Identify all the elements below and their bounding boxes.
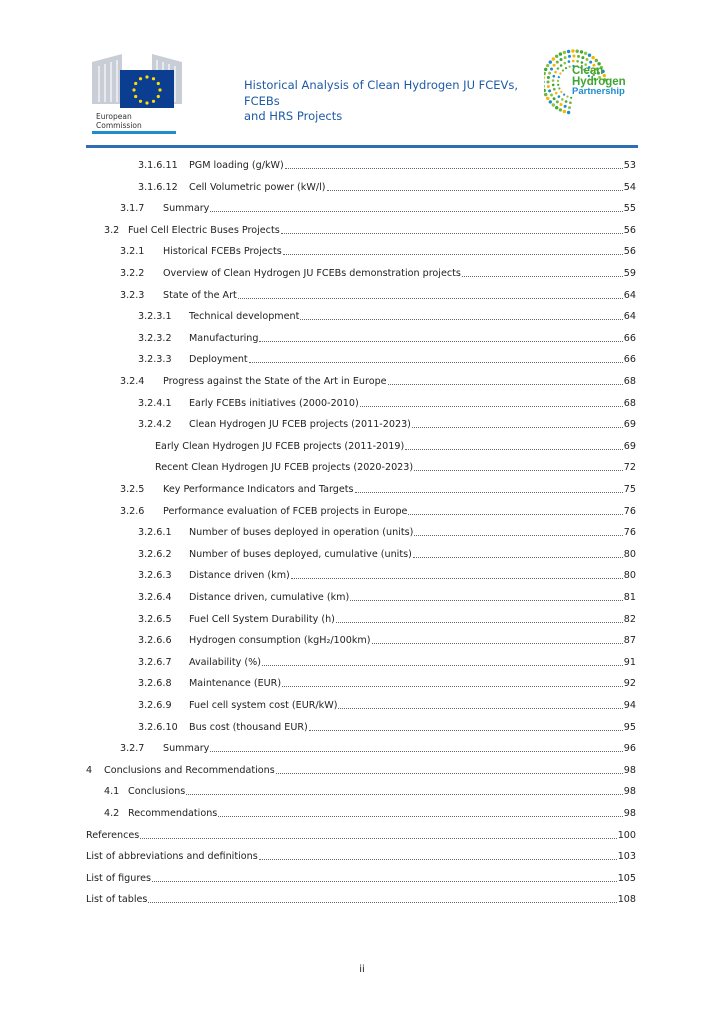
toc-entry-number: 3.2.3.3 <box>138 354 172 366</box>
logo-dot <box>552 79 555 82</box>
logo-dot <box>567 50 570 53</box>
logo-dot <box>556 61 559 64</box>
toc-entry[interactable] <box>138 633 636 647</box>
toc-entry-title: Deployment <box>189 354 248 366</box>
logo-dot <box>563 51 566 54</box>
toc-entry-title: Fuel Cell System Durability (h) <box>189 613 335 625</box>
toc-entry-title: Key Performance Indicators and Targets <box>163 484 354 495</box>
logo-dot <box>547 76 550 79</box>
toc-entry[interactable] <box>86 849 636 863</box>
document-title <box>244 78 544 125</box>
toc-entry-number: 3.2.3 <box>120 289 145 301</box>
logo-dot <box>571 49 574 52</box>
toc-entry-title: Hydrogen consumption (kgH₂/100km) <box>189 635 371 647</box>
logo-dot <box>576 50 579 53</box>
toc-dot-leader <box>276 772 623 774</box>
toc-entry-page: 56 <box>623 224 636 236</box>
toc-entry-number: 3.2.6.4 <box>138 592 172 603</box>
logo-dot <box>558 95 561 98</box>
logo-dot <box>559 72 561 74</box>
toc-entry[interactable] <box>104 223 636 237</box>
toc-entry-page: 59 <box>623 268 636 279</box>
logo-dot <box>591 56 594 59</box>
partner-logo-text <box>572 66 626 98</box>
toc-entry-page: 68 <box>623 397 636 409</box>
logo-dot <box>560 103 563 106</box>
logo-dot <box>553 64 556 67</box>
toc-entry[interactable] <box>86 763 636 777</box>
toc-dot-leader <box>462 275 623 277</box>
logo-dot <box>569 66 571 68</box>
logo-dot <box>564 105 567 108</box>
logo-dot <box>544 72 546 75</box>
logo-dot <box>554 71 557 74</box>
toc-entry[interactable] <box>86 871 636 885</box>
logo-dot <box>552 57 555 60</box>
toc-entry-number: 3.2.4.1 <box>138 397 172 409</box>
toc-entry-title: Availability (%) <box>189 656 261 668</box>
logo-dot <box>544 68 547 71</box>
logo-dot <box>561 98 564 101</box>
toc-dot-leader <box>283 253 623 255</box>
logo-dot <box>567 111 570 114</box>
logo-dot <box>559 52 562 55</box>
toc-entry-title: List of abbreviations and definitions <box>86 851 258 863</box>
logo-dot <box>573 55 576 58</box>
toc-entry[interactable] <box>120 482 636 496</box>
toc-entry-title: Performance evaluation of FCEB projects in Europe <box>163 505 408 517</box>
toc-entry-page: 108 <box>617 894 636 906</box>
toc-entry-title: List of tables <box>86 894 148 906</box>
logo-dot <box>565 100 568 103</box>
toc-entry-title: Maintenance (EUR) <box>189 678 282 690</box>
toc-dot-leader <box>218 815 622 817</box>
logo-dot <box>544 80 545 83</box>
logo-dot <box>560 64 563 67</box>
toc-entry-page: 66 <box>623 354 636 366</box>
logo-dot <box>559 108 562 111</box>
toc-entry-page: 87 <box>623 635 636 647</box>
toc-entry-number: 3.2.6.6 <box>138 635 172 647</box>
toc-entry-page: 69 <box>623 419 636 431</box>
toc-entry-page: 72 <box>623 462 636 474</box>
toc-entry-number: 3.2.6.7 <box>138 656 172 668</box>
logo-dot <box>552 103 555 106</box>
logo-dot <box>547 81 550 84</box>
ec-caption-line1: European <box>96 112 132 121</box>
toc-dot-leader <box>238 297 623 299</box>
european-commission-caption <box>96 112 142 130</box>
toc-entry-number: 3.2.6.8 <box>138 678 172 690</box>
toc-dot-leader <box>408 513 622 515</box>
toc-dot-leader <box>281 232 623 234</box>
header-divider <box>86 145 638 148</box>
toc-entry-number: 4.1 <box>104 786 120 798</box>
toc-entry-title: Historical FCEBs Projects <box>163 246 282 258</box>
toc-entry-title: Summary <box>163 203 210 215</box>
toc-entry-number: 3.1.7 <box>120 203 145 215</box>
toc-dot-leader <box>372 642 623 644</box>
toc-dot-leader <box>309 729 623 731</box>
toc-entry-title: Distance driven, cumulative (km) <box>189 592 350 603</box>
logo-dot <box>549 100 552 103</box>
toc-entry-page: 75 <box>623 484 636 495</box>
toc-entry-title: Early Clean Hydrogen JU FCEB projects (2011-2019) <box>155 440 405 452</box>
toc-entry[interactable] <box>104 806 636 820</box>
document-title-line2: and HRS Projects <box>244 109 343 123</box>
logo-dot <box>544 93 547 96</box>
logo-dot <box>544 85 545 88</box>
toc-dot-leader <box>210 750 622 752</box>
toc-entry-page: 80 <box>623 548 636 560</box>
toc-dot-leader <box>388 383 623 385</box>
toc-entry-page: 81 <box>623 592 636 603</box>
logo-dot <box>564 62 567 65</box>
logo-dot <box>550 68 553 71</box>
toc-entry-page: 98 <box>623 808 636 819</box>
toc-entry-page: 82 <box>623 613 636 625</box>
logo-dot <box>553 75 556 78</box>
logo-dot <box>552 84 555 87</box>
toc-entry-number: 3.1.6.12 <box>138 181 178 193</box>
toc-entry-number: 3.2.5 <box>120 484 145 495</box>
logo-dot <box>588 54 591 57</box>
logo-dot <box>564 56 567 59</box>
logo-dot <box>565 67 567 69</box>
toc-entry-title: Bus cost (thousand EUR) <box>189 721 308 733</box>
logo-dot <box>584 52 587 55</box>
toc-entry[interactable] <box>120 741 636 755</box>
toc-entry-title: List of figures <box>86 872 151 884</box>
toc-dot-leader <box>186 793 622 795</box>
ec-caption-line2: Commission <box>96 121 142 130</box>
logo-dot <box>557 84 559 86</box>
toc-entry[interactable] <box>138 158 636 172</box>
toc-entry-title: Conclusions <box>128 786 186 798</box>
toc-entry-page: 68 <box>623 376 636 387</box>
logo-dot <box>566 96 568 98</box>
toc-entry-number: 3.2.6.1 <box>138 527 172 539</box>
toc-entry-title: State of the Art <box>163 289 237 301</box>
toc-entry-number: 3.2.6.3 <box>138 570 172 582</box>
toc-entry-page: 94 <box>623 700 636 711</box>
toc-entry-page: 64 <box>623 289 636 301</box>
logo-dot <box>544 76 545 79</box>
toc-entry-title: Overview of Clean Hydrogen JU FCEBs demonstration projects <box>163 268 461 279</box>
logo-dot <box>549 60 552 63</box>
logo-dot <box>546 97 549 100</box>
toc-dot-leader <box>405 448 623 450</box>
toc-entry[interactable] <box>138 590 636 604</box>
toc-entry-number: 3.2.6 <box>120 505 145 517</box>
toc-entry-page: 54 <box>623 181 636 193</box>
toc-entry[interactable] <box>138 698 636 712</box>
toc-dot-leader <box>300 318 622 320</box>
logo-dot <box>563 94 565 96</box>
logo-dot <box>548 89 551 92</box>
toc-entry-page: 91 <box>623 656 636 668</box>
logo-dot <box>563 110 566 113</box>
toc-dot-leader <box>152 880 617 882</box>
logo-dot <box>569 101 572 104</box>
toc-entry-page: 66 <box>623 332 636 344</box>
logo-dot <box>558 87 560 89</box>
toc-entry-page: 100 <box>617 829 636 841</box>
toc-entry[interactable] <box>120 374 636 388</box>
toc-entry[interactable] <box>155 460 636 474</box>
toc-dot-leader <box>338 707 622 709</box>
toc-entry-number: 3.2.6.9 <box>138 700 172 711</box>
toc-entry[interactable] <box>138 525 636 539</box>
toc-entry-title: Cell Volumetric power (kW/l) <box>189 181 326 193</box>
toc-entry-page: 64 <box>623 311 636 323</box>
toc-entry-title: Number of buses deployed in operation (units) <box>189 527 414 539</box>
toc-entry-title: Conclusions and Recommendations <box>104 764 275 776</box>
toc-entry[interactable] <box>120 201 636 215</box>
toc-dot-leader <box>259 340 622 342</box>
toc-entry[interactable] <box>104 784 636 798</box>
toc-entry[interactable] <box>120 288 636 302</box>
logo-dot <box>572 60 575 63</box>
toc-dot-leader <box>336 621 623 623</box>
page-number: ii <box>359 964 365 975</box>
logo-dot <box>555 106 558 109</box>
ec-logo-underline <box>92 131 176 134</box>
logo-dot <box>555 55 558 58</box>
toc-entry-title: Fuel Cell Electric Buses Projects <box>128 224 280 236</box>
toc-entry-number: 3.2.3.2 <box>138 332 172 344</box>
logo-dot <box>562 69 564 71</box>
toc-entry-title: Early FCEBs initiatives (2000-2010) <box>189 397 359 409</box>
toc-entry-page: 95 <box>623 721 636 733</box>
toc-entry-title: Distance driven (km) <box>189 570 290 582</box>
toc-entry-number: 3.1.6.11 <box>138 160 178 171</box>
toc-entry-title: Recent Clean Hydrogen JU FCEB projects (2020-2023) <box>155 462 414 474</box>
toc-entry[interactable] <box>138 352 636 366</box>
toc-dot-leader <box>285 167 623 169</box>
toc-entry[interactable] <box>138 180 636 194</box>
toc-entry-number: 3.2.2 <box>120 268 145 279</box>
logo-dot <box>544 89 546 92</box>
toc-entry[interactable] <box>155 439 636 453</box>
toc-entry-page: 103 <box>617 851 636 863</box>
toc-entry-title: References <box>86 829 140 841</box>
document-title-line1: Historical Analysis of Clean Hydrogen JU FCEVs, FCEBs <box>244 78 519 108</box>
toc-entry[interactable] <box>86 892 636 906</box>
toc-dot-leader <box>412 426 623 428</box>
toc-entry-page: 56 <box>623 246 636 258</box>
toc-dot-leader <box>282 685 623 687</box>
toc-entry-title: Summary <box>163 743 210 755</box>
toc-entry[interactable] <box>138 655 636 669</box>
logo-dot <box>555 92 558 95</box>
toc-entry[interactable] <box>86 828 636 842</box>
toc-entry-page: 92 <box>623 678 636 690</box>
toc-entry[interactable] <box>138 720 636 734</box>
toc-dot-leader <box>360 405 623 407</box>
logo-dot <box>568 106 571 109</box>
toc-dot-leader <box>148 901 616 903</box>
toc-entry-number: 3.2.6.2 <box>138 548 172 560</box>
toc-entry-title: Technical development <box>189 311 300 323</box>
logo-dot <box>560 91 562 93</box>
logo-dot <box>581 61 584 64</box>
toc-entry-number: 3.2.6.10 <box>138 721 178 733</box>
toc-dot-leader <box>140 837 616 839</box>
toc-entry-title: Fuel cell system cost (EUR/kW) <box>189 700 338 711</box>
toc-dot-leader <box>413 556 623 558</box>
logo-dot <box>581 56 584 59</box>
toc-entry-title: Manufacturing <box>189 332 259 344</box>
toc-entry-title: PGM loading (g/kW) <box>189 160 284 171</box>
toc-entry[interactable] <box>138 676 636 690</box>
toc-dot-leader <box>414 534 622 536</box>
logo-dot <box>568 55 571 58</box>
toc-entry-number: 3.2.4.2 <box>138 419 172 431</box>
toc-dot-leader <box>259 858 617 860</box>
toc-entry-number: 3.2.6.5 <box>138 613 172 625</box>
toc-entry[interactable] <box>120 244 636 258</box>
logo-dot <box>557 80 559 82</box>
toc-entry[interactable] <box>138 612 636 626</box>
logo-dot <box>595 59 598 62</box>
logo-dot <box>576 60 579 63</box>
logo-dot <box>547 85 550 88</box>
partner-text-clean: Clean <box>572 65 604 77</box>
toc-dot-leader <box>350 599 623 601</box>
logo-dot <box>558 76 560 78</box>
toc-entry[interactable] <box>138 417 636 431</box>
toc-entry-page: 76 <box>623 527 636 539</box>
logo-dot <box>560 58 563 61</box>
toc-entry-page: 53 <box>623 160 636 171</box>
toc-dot-leader <box>355 491 623 493</box>
toc-entry-number: 3.2 <box>104 224 120 236</box>
logo-dot <box>580 50 583 53</box>
toc-entry-page: 55 <box>623 203 636 215</box>
toc-entry-page: 105 <box>617 872 636 884</box>
toc-entry-number: 4.2 <box>104 808 120 819</box>
toc-entry[interactable] <box>120 504 636 518</box>
logo-dot <box>553 88 556 91</box>
partner-text-partnership: Partnership <box>572 86 625 97</box>
toc-entry-page: 76 <box>623 505 636 517</box>
logo-dot <box>557 67 560 70</box>
toc-entry-number: 3.2.4 <box>120 376 145 387</box>
toc-entry-title: Progress against the State of the Art in Europe <box>163 376 387 387</box>
toc-entry-page: 96 <box>623 743 636 755</box>
toc-dot-leader <box>262 664 623 666</box>
toc-dot-leader <box>291 577 623 579</box>
toc-dot-leader <box>327 189 623 191</box>
toc-dot-leader <box>210 210 622 212</box>
logo-dot <box>586 58 589 61</box>
toc-entry[interactable] <box>138 568 636 582</box>
toc-entry-title: Number of buses deployed, cumulative (units) <box>189 548 412 560</box>
toc-entry-title: Clean Hydrogen JU FCEB projects (2011-2023) <box>189 419 411 431</box>
toc-entry-page: 80 <box>623 570 636 582</box>
partner-text-hydrogen: Hydrogen <box>572 75 626 88</box>
toc-entry-page: 98 <box>623 786 636 798</box>
toc-entry-number: 3.2.1 <box>120 246 145 258</box>
toc-entry-title: Recommendations <box>128 808 218 819</box>
logo-dot <box>589 61 592 64</box>
toc-entry[interactable] <box>138 396 636 410</box>
toc-entry[interactable] <box>138 547 636 561</box>
toc-entry[interactable] <box>138 309 636 323</box>
toc-entry-number: 4 <box>86 764 93 776</box>
toc-entry-page: 98 <box>623 764 636 776</box>
logo-dot <box>546 64 549 67</box>
toc-entry-page: 69 <box>623 440 636 452</box>
toc-dot-leader <box>249 361 623 363</box>
toc-dot-leader <box>414 469 623 471</box>
toc-entry-number: 3.2.7 <box>120 743 145 755</box>
logo-dot <box>550 94 553 97</box>
toc-entry[interactable] <box>138 331 636 345</box>
logo-dot <box>548 72 551 75</box>
logo-dot <box>568 60 571 63</box>
logo-dot <box>556 100 559 103</box>
logo-dot <box>553 97 556 100</box>
logo-dot <box>577 55 580 58</box>
toc-entry[interactable] <box>120 266 636 280</box>
toc-entry-number: 3.2.3.1 <box>138 311 172 323</box>
